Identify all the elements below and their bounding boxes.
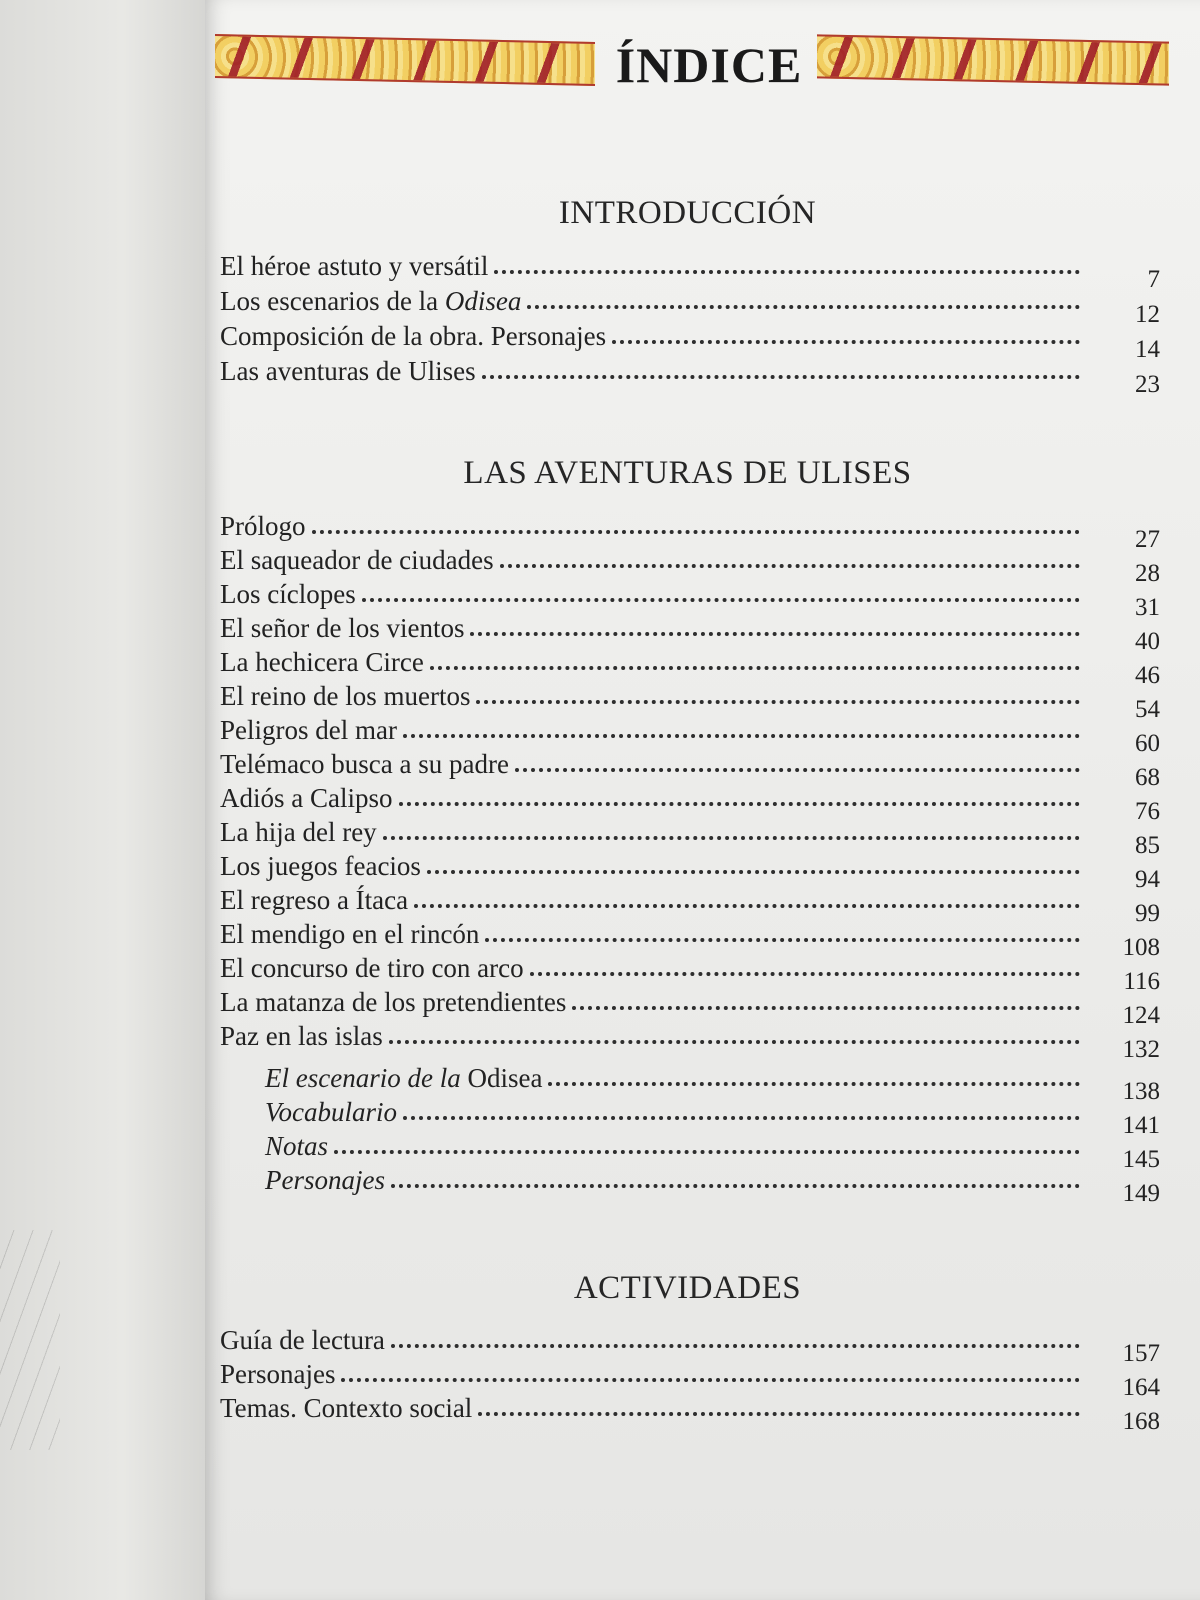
toc-subentry: [220, 1162, 1160, 1207]
dot-leader: [515, 768, 1080, 772]
toc-entry: [220, 508, 1160, 553]
toc-entry: [220, 780, 1160, 825]
toc-entry-page: 116: [1123, 968, 1160, 995]
decorative-band-left: [215, 34, 595, 86]
page-title: ÍNDICE: [615, 37, 803, 93]
section-heading-actividades: ACTIVIDADES: [573, 1270, 802, 1306]
toc-entry-label: Los cíclopes: [220, 579, 356, 609]
toc-entry: [220, 248, 1160, 293]
toc-entry-page: 168: [1122, 1408, 1160, 1435]
toc-entry-label: Prólogo: [220, 511, 306, 541]
dot-leader: [362, 598, 1080, 602]
toc-entry-page: 28: [1135, 560, 1160, 587]
dot-leader: [530, 972, 1080, 976]
toc-entry-page: 60: [1135, 730, 1160, 757]
toc-entry-page: 14: [1135, 336, 1160, 363]
toc-entry-label: Adiós a Calipso: [220, 783, 393, 813]
toc-subentry-label: Vocabulario: [265, 1097, 397, 1127]
toc-entry-label: El mendigo en el rincón: [220, 919, 480, 949]
toc-entry: [220, 848, 1160, 893]
dot-leader: [485, 938, 1080, 942]
toc-subentry-label: Notas: [265, 1131, 329, 1161]
dot-leader: [527, 305, 1080, 309]
toc-entry-page: 124: [1122, 1002, 1160, 1029]
toc-entry: [220, 1018, 1160, 1063]
dot-leader: [391, 1344, 1080, 1348]
index-header: [215, 28, 1175, 108]
dot-leader: [391, 1184, 1080, 1188]
toc-subentry-page: 138: [1122, 1078, 1160, 1105]
dot-leader: [312, 530, 1080, 534]
toc-entry-page: 46: [1135, 662, 1160, 689]
toc-entry-page: 99: [1135, 900, 1160, 927]
dot-leader: [341, 1378, 1080, 1382]
toc-entry: [220, 610, 1160, 655]
toc-entry-label: El regreso a Ítaca: [220, 885, 409, 915]
toc-entry-label: El saqueador de ciudades: [220, 545, 494, 575]
toc-entry: [220, 283, 1160, 328]
toc-entry: [220, 1322, 1160, 1367]
toc-entry-page: 76: [1135, 798, 1160, 825]
toc-entry-label: Temas. Contexto social: [220, 1393, 473, 1423]
dot-leader: [470, 632, 1080, 636]
section-heading-introduccion: INTRODUCCIÓN: [558, 195, 817, 231]
toc-entry-label: El reino de los muertos: [220, 681, 471, 711]
toc-entry-label: Los escenarios de la Odisea: [220, 286, 522, 316]
toc-entry-label: Los juegos feacios: [220, 851, 421, 881]
toc-entry-page: 68: [1135, 764, 1160, 791]
dot-leader: [478, 1412, 1080, 1416]
dot-leader: [414, 904, 1080, 908]
toc-entry: [220, 984, 1160, 1029]
dot-leader: [334, 1150, 1080, 1154]
toc-entry: [220, 1356, 1160, 1401]
dot-leader: [430, 666, 1080, 670]
toc-entry-page: 85: [1135, 832, 1160, 859]
dot-leader: [399, 802, 1081, 806]
toc-entry: [220, 542, 1160, 587]
dot-leader: [548, 1082, 1080, 1086]
toc-entry: [220, 353, 1160, 398]
toc-entry: [220, 746, 1160, 791]
dot-leader: [500, 564, 1080, 568]
margin-handwriting: [0, 1230, 60, 1450]
toc-subentry-page: 149: [1122, 1180, 1160, 1207]
dot-leader: [482, 375, 1080, 379]
toc-subentry-label: Personajes: [265, 1165, 385, 1195]
dot-leader: [612, 340, 1080, 344]
toc-subentry: [220, 1094, 1160, 1139]
toc-entry-label: Composición de la obra. Personajes: [220, 321, 607, 351]
toc-entry: [220, 814, 1160, 859]
toc-entry-label: Paz en las islas: [220, 1021, 383, 1051]
toc-entry-page: 31: [1135, 594, 1160, 621]
dot-leader: [476, 700, 1080, 704]
toc-entry-label: El señor de los vientos: [220, 613, 465, 643]
section-heading-aventuras: LAS AVENTURAS DE ULISES: [463, 455, 912, 491]
toc-entry: [220, 678, 1160, 723]
decorative-band-right: [817, 34, 1169, 85]
dot-leader: [389, 1040, 1080, 1044]
toc-entry-label: Guía de lectura: [220, 1325, 385, 1355]
toc-entry-label: Peligros del mar: [220, 715, 397, 745]
toc-subentry-page: 145: [1122, 1146, 1160, 1173]
toc-entry-page: 108: [1122, 934, 1160, 961]
toc-entry-page: 157: [1122, 1340, 1160, 1367]
toc-entry-page: 7: [1147, 266, 1160, 293]
toc-entry: [220, 916, 1160, 961]
toc-entry: [220, 318, 1160, 363]
toc-entry: [220, 712, 1160, 757]
toc-entry-page: 164: [1122, 1374, 1160, 1401]
toc-entry-label: Personajes: [220, 1359, 336, 1389]
dot-leader: [383, 836, 1080, 840]
toc-subentry: [220, 1128, 1160, 1173]
toc-entry-label: La hechicera Circe: [220, 647, 424, 677]
toc-entry-label: La matanza de los pretendientes: [220, 987, 567, 1017]
toc-entry-label: El concurso de tiro con arco: [220, 953, 524, 983]
toc-entry-page: 132: [1122, 1036, 1160, 1063]
toc-entry-page: 54: [1135, 696, 1160, 723]
toc-entry: [220, 1390, 1160, 1435]
dot-leader: [572, 1006, 1080, 1010]
dot-leader: [403, 1116, 1080, 1120]
dot-leader: [427, 870, 1080, 874]
toc-entry-page: 40: [1135, 628, 1160, 655]
toc-entry-label: Telémaco busca a su padre: [220, 749, 509, 779]
toc-subentry: [220, 1060, 1160, 1105]
dot-leader: [403, 734, 1080, 738]
toc-entry-page: 23: [1135, 371, 1160, 398]
dot-leader: [494, 270, 1080, 274]
toc-subentry-label: El escenario de la Odisea: [265, 1063, 543, 1093]
toc-subentry-page: 141: [1122, 1112, 1160, 1139]
toc-entry-page: 12: [1135, 301, 1160, 328]
toc-entry-label: El héroe astuto y versátil: [220, 251, 489, 281]
toc-entry-page: 94: [1135, 866, 1160, 893]
toc-entry: [220, 576, 1160, 621]
toc-entry: [220, 882, 1160, 927]
toc-entry-label: Las aventuras de Ulises: [220, 356, 476, 386]
toc-entry-page: 27: [1135, 526, 1160, 553]
toc-entry: [220, 644, 1160, 689]
toc-entry: [220, 950, 1160, 995]
toc-entry-label: La hija del rey: [220, 817, 377, 847]
